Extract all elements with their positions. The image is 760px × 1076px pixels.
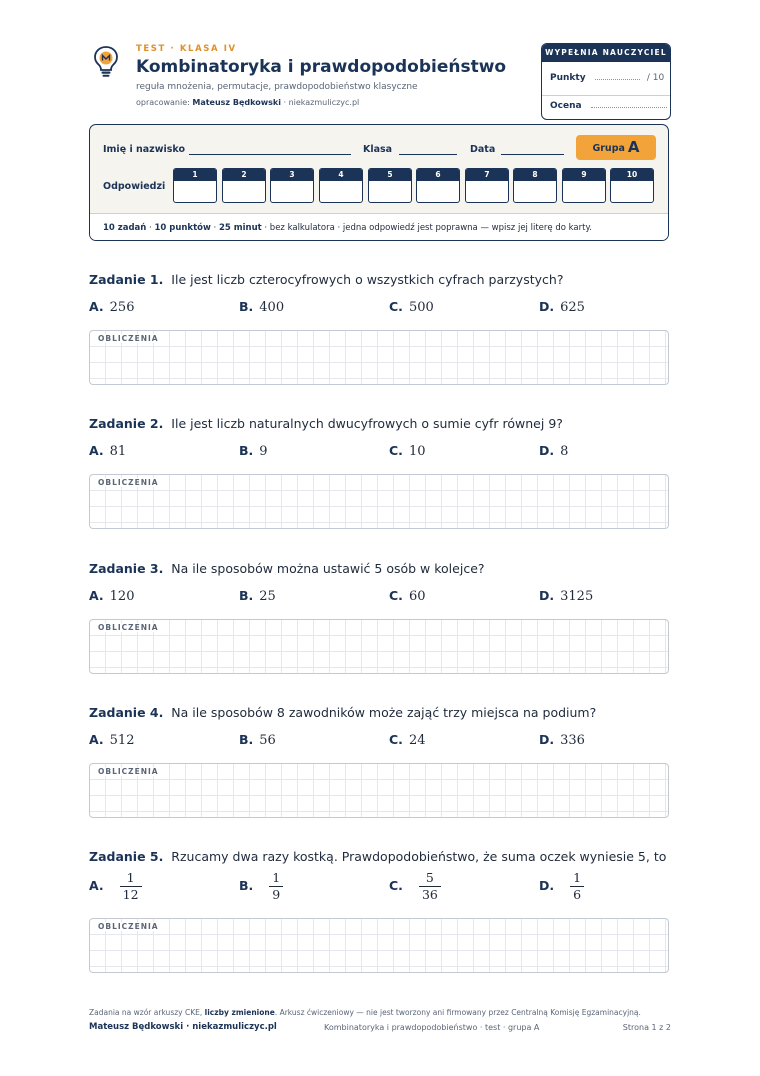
option-d[interactable] — [539, 588, 593, 604]
option-a[interactable] — [89, 870, 142, 903]
points-row — [550, 73, 664, 83]
answer-number: 4 — [320, 169, 362, 181]
answer-box-2[interactable] — [222, 168, 266, 203]
task-5 — [89, 849, 669, 931]
option-value: 3125 — [560, 589, 594, 604]
footer-author: Mateusz Będkowski · niekazmuliczyc.pl — [89, 1022, 277, 1032]
answer-box-7[interactable] — [465, 168, 509, 203]
fraction-denominator: 9 — [272, 887, 281, 902]
task-label: Zadanie 5. — [89, 849, 164, 864]
disclaimer-end: . Arkusz ćwiczeniowy — nie jest tworzony ani firmowany przez Centralną Komisję Egzaminacyjną. — [274, 1008, 641, 1017]
answers-label: Odpowiedzi — [103, 181, 166, 192]
option-letter: C. — [389, 878, 403, 893]
page-number: Strona 1 z 2 — [622, 1023, 671, 1032]
author-site: · niekazmuliczyc.pl — [283, 98, 360, 107]
answer-number: 10 — [611, 169, 653, 181]
grade-row — [550, 101, 667, 111]
answer-number: 2 — [223, 169, 265, 181]
option-value: 56 — [259, 733, 276, 748]
task-3 — [89, 561, 669, 632]
calculation-area[interactable] — [89, 474, 669, 529]
class-label: Klasa — [363, 144, 393, 155]
option-letter: D. — [539, 299, 555, 314]
test-info-line — [90, 213, 668, 241]
teacher-box-heading: WYPEŁNIA NAUCZYCIEL — [542, 44, 670, 62]
answer-box-8[interactable] — [513, 168, 557, 203]
option-d[interactable] — [539, 870, 584, 903]
calculation-label: OBLICZENIA — [98, 334, 159, 343]
option-value: 400 — [259, 300, 285, 315]
option-letter: C. — [389, 299, 403, 314]
option-letter: B. — [239, 443, 254, 458]
option-value: 8 — [560, 444, 569, 459]
point-count: 10 punktów — [154, 223, 211, 233]
task-options — [89, 870, 669, 910]
task-1 — [89, 272, 669, 343]
info-separator: · — [146, 223, 155, 233]
option-value: 512 — [109, 733, 135, 748]
option-value: 500 — [408, 300, 434, 315]
option-value: 9 — [259, 444, 268, 459]
points-field[interactable] — [595, 79, 640, 80]
task-text: Ile jest liczb czterocyfrowych o wszystkich cyfrach parzystych? — [171, 272, 564, 287]
option-fraction — [419, 870, 441, 903]
task-4 — [89, 705, 669, 776]
answer-number: 1 — [174, 169, 216, 181]
task-text: Na ile sposobów 8 zawodników może zająć trzy miejsca na podium? — [171, 705, 597, 720]
option-c[interactable] — [389, 443, 425, 459]
option-value: 336 — [560, 733, 585, 748]
option-letter: A. — [89, 878, 104, 893]
answer-box-4[interactable] — [319, 168, 363, 203]
option-d[interactable] — [539, 443, 568, 459]
author-prefix: opracowanie: — [136, 98, 190, 107]
answer-number: 7 — [466, 169, 508, 181]
task-question — [89, 849, 669, 864]
option-letter: A. — [89, 732, 104, 747]
option-a[interactable] — [89, 443, 126, 459]
calculation-area[interactable] — [89, 918, 669, 973]
option-a[interactable] — [89, 299, 134, 315]
fraction-denominator: 6 — [573, 887, 582, 902]
option-fraction — [120, 870, 142, 903]
answer-box-6[interactable] — [416, 168, 460, 203]
calculation-label: OBLICZENIA — [98, 767, 159, 776]
document-subtitle: reguła mnożenia, permutacje, prawdopodobieństwo klasyczne — [136, 82, 418, 92]
answer-number: 6 — [417, 169, 459, 181]
footer-document-info: Kombinatoryka i prawdopodobieństwo · test · grupa A — [324, 1023, 540, 1032]
fraction-numerator: 5 — [419, 870, 441, 887]
option-d[interactable] — [539, 732, 585, 748]
option-c[interactable] — [389, 732, 425, 748]
option-letter: C. — [389, 732, 403, 747]
group-letter: A — [627, 138, 640, 156]
task-label: Zadanie 4. — [89, 705, 164, 720]
task-question — [89, 561, 669, 576]
task-text: Rzucamy dwa razy kostką. Prawdopodobieństwo, że suma oczek wyniesie 5, to — [171, 849, 667, 864]
option-value: 10 — [408, 444, 426, 459]
option-value: 60 — [408, 589, 426, 604]
task-count: 10 zadań — [103, 223, 147, 233]
points-max: / 10 — [646, 73, 665, 83]
calculation-area[interactable] — [89, 619, 669, 674]
author-name: Mateusz Będkowski — [192, 98, 281, 107]
option-d[interactable] — [539, 299, 585, 315]
lightbulb-m-icon — [91, 44, 121, 78]
fraction-denominator: 36 — [421, 887, 438, 902]
grade-label: Ocena — [550, 101, 582, 111]
disclaimer-bold: liczby zmienione — [204, 1008, 275, 1017]
option-letter: B. — [239, 588, 254, 603]
option-letter: D. — [539, 732, 555, 747]
fraction-numerator: 1 — [570, 870, 584, 887]
option-b[interactable] — [239, 443, 268, 459]
group-badge — [576, 135, 656, 160]
task-options — [89, 588, 669, 618]
date-label: Data — [470, 144, 496, 155]
document-kicker: TEST · KLASA IV — [136, 44, 237, 54]
task-question — [89, 272, 669, 287]
date-field[interactable] — [501, 154, 564, 155]
answer-box-5[interactable] — [368, 168, 412, 203]
option-letter: A. — [89, 299, 104, 314]
option-b[interactable] — [239, 870, 283, 903]
document-title: Kombinatoryka i prawdopodobieństwo — [136, 57, 507, 77]
calculation-label: OBLICZENIA — [98, 623, 159, 632]
option-value: 625 — [560, 300, 585, 315]
points-label: Punkty — [550, 73, 586, 83]
answer-box-9[interactable] — [562, 168, 606, 203]
student-card — [89, 124, 669, 241]
task-options — [89, 443, 669, 473]
task-text: Na ile sposobów można ustawić 5 osób w kolejce? — [171, 561, 485, 576]
task-question — [89, 705, 669, 720]
answer-number: 8 — [514, 169, 556, 181]
option-value: 24 — [408, 733, 426, 748]
option-letter: A. — [89, 588, 104, 603]
option-letter: D. — [539, 878, 555, 893]
option-letter: B. — [239, 732, 254, 747]
option-letter: B. — [239, 299, 254, 314]
option-b[interactable] — [239, 588, 276, 604]
calculation-label: OBLICZENIA — [98, 478, 159, 487]
name-field[interactable] — [189, 154, 351, 155]
task-label: Zadanie 3. — [89, 561, 164, 576]
option-letter: D. — [539, 443, 555, 458]
option-fraction — [570, 870, 584, 903]
author-line — [136, 98, 359, 107]
option-value: 256 — [109, 300, 135, 315]
teacher-box — [541, 43, 671, 120]
option-c[interactable] — [389, 299, 434, 315]
grade-field[interactable] — [591, 107, 667, 108]
option-letter: B. — [239, 878, 254, 893]
task-label: Zadanie 2. — [89, 416, 164, 431]
answer-number: 3 — [271, 169, 313, 181]
time-limit: 25 minut — [218, 223, 262, 233]
footer-disclaimer — [89, 1008, 641, 1017]
option-a[interactable] — [89, 732, 134, 748]
calculation-label: OBLICZENIA — [98, 922, 159, 931]
instructions-text: · bez kalkulatora · jedna odpowiedź jest poprawna — wpisz jej literę do karty. — [261, 223, 592, 233]
option-c[interactable] — [389, 588, 425, 604]
class-field[interactable] — [399, 154, 457, 155]
task-options — [89, 732, 669, 762]
option-fraction — [269, 870, 283, 903]
answer-number: 5 — [369, 169, 411, 181]
teacher-box-divider — [542, 95, 670, 96]
task-question — [89, 416, 669, 431]
option-b[interactable] — [239, 732, 276, 748]
task-options — [89, 299, 669, 329]
option-letter: C. — [389, 588, 403, 603]
disclaimer-start: Zadania na wzór arkuszy CKE, — [89, 1008, 205, 1017]
calculation-area[interactable] — [89, 763, 669, 818]
task-2 — [89, 416, 669, 487]
option-letter: C. — [389, 443, 403, 458]
option-c[interactable] — [389, 870, 441, 903]
calculation-area[interactable] — [89, 330, 669, 385]
option-a[interactable] — [89, 588, 134, 604]
fraction-denominator: 12 — [122, 887, 139, 902]
info-separator: · — [210, 223, 219, 233]
option-letter: D. — [539, 588, 555, 603]
task-label: Zadanie 1. — [89, 272, 164, 287]
group-label: Grupa — [592, 143, 625, 154]
option-value: 120 — [109, 589, 135, 604]
option-value: 25 — [259, 589, 276, 604]
option-b[interactable] — [239, 299, 284, 315]
answer-box-10[interactable] — [610, 168, 654, 203]
name-label: Imię i nazwisko — [103, 144, 185, 155]
answer-number: 9 — [563, 169, 605, 181]
task-text: Ile jest liczb naturalnych dwucyfrowych o sumie cyfr równej 9? — [171, 416, 563, 431]
fraction-numerator: 1 — [269, 870, 283, 887]
answer-box-3[interactable] — [270, 168, 314, 203]
option-value: 81 — [109, 444, 127, 459]
option-letter: A. — [89, 443, 104, 458]
answer-box-1[interactable] — [173, 168, 217, 203]
fraction-numerator: 1 — [120, 870, 142, 887]
